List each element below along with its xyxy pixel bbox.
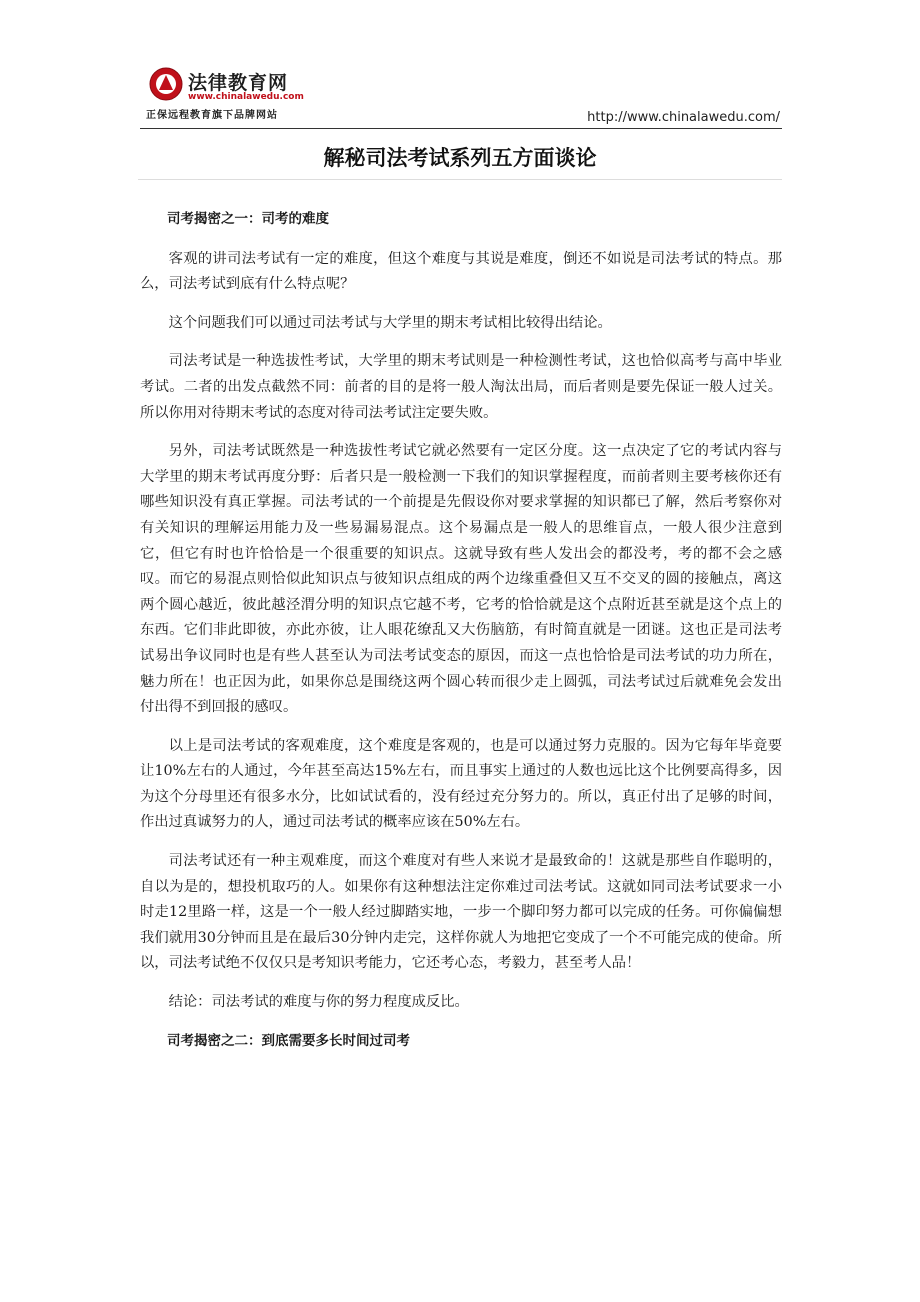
logo-name: 法律教育网 [188,72,289,94]
title-divider [138,179,782,180]
paragraph: 以上是司法考试的客观难度，这个难度是客观的，也是可以通过努力克服的。因为它每年毕竟要让10%左右的人通过，今年甚至高达15%左右，而且事实上通过的人数也远比这个比例要高得多，因为这个分母里还有很多水分，比如试试看的，没有经过充分努力的。所以，真正付出了足够的时间，作出过真诚努力的人，通过司法考试的概率应该在50%左右。 [140,737,782,831]
section-heading-2: 司考揭密之二：到底需要多长时间过司考 [167,1032,410,1049]
site-logo[interactable] [140,62,315,122]
paragraph: 客观的讲司法考试有一定的难度，但这个难度与其说是难度，倒还不如说是司法考试的特点。那么，司法考试到底有什么特点呢？ [140,250,782,293]
document-body [140,207,782,1068]
paragraph: 司法考试还有一种主观难度，而这个难度对有些人来说才是最致命的！这就是那些自作聪明的，自以为是的，想投机取巧的人。如果你有这种想法注定你难过司法考试。这就如同司法考试要求一小时走12里路一样，这是一个一般人经过脚踏实地，一步一个脚印努力都可以完成的任务。可你偏偏想我们就用30分钟而且是在最后30分钟内走完，这样你就人为地把它变成了一个不可能完成的使命。所以，司法考试绝不仅仅只是考知识考能力，它还考心态，考毅力，甚至考人品！ [140,853,782,972]
paragraph: 司法考试是一种选拔性考试，大学里的期末考试则是一种检测性考试，这也恰似高考与高中毕业考试。二者的出发点截然不同：前者的目的是将一般人淘汰出局，而后者则是要先保证一般人过关。所以你用对待期末考试的态度对待司法考试注定要失败。 [140,353,782,421]
header-divider [140,128,782,129]
logo-domain: www.chinalawedu.com [188,92,304,102]
paragraph: 这个问题我们可以通过司法考试与大学里的期末考试相比较得出结论。 [168,314,612,331]
header-url-link[interactable]: http://www.chinalawedu.com/ [587,110,780,125]
logo-tagline: 正保远程教育旗下品牌网站 [146,110,278,121]
logo-emblem-icon [148,66,184,102]
paragraph: 另外，司法考试既然是一种选拔性考试它就必然要有一定区分度。这一点决定了它的考试内容与大学里的期末考试再度分野：后者只是一般检测一下我们的知识掌握程度，而前者则主要考核你还有哪些知识没有真正掌握。司法考试的一个前提是先假设你对要求掌握的知识都已了解，然后考察你对有关知识的理解运用能力及一些易漏易混点。这个易漏点是一般人的思维盲点，一般人很少注意到它，但它有时也许恰恰是一个很重要的知识点。这就导致有些人发出会的都没考，考的都不会之感叹。而它的易混点则恰似此知识点与彼知识点组成的两个边缘重叠但又互不交叉的圆的接触点，离这两个圆心越近，彼此越泾渭分明的知识点它越不考，它考的恰恰就是这个点附近甚至就是这个点上的东西。它们非此即彼，亦此亦彼，让人眼花缭乱又大伤脑筋，有时简直就是一团谜。这也正是司法考试易出争议同时也是有些人甚至认为司法考试变态的原因，而这一点也恰恰是司法考试的功力所在，魅力所在！也正因为此，如果你总是围绕这两个圆心转而很少走上圆弧，司法考试过后就难免会发出付出得不到回报的感叹。 [140,443,782,716]
document-title: 解秘司法考试系列五方面谈论 [323,146,597,170]
conclusion-paragraph: 结论：司法考试的难度与你的努力程度成反比。 [168,994,469,1011]
section-heading-1: 司考揭密之一：司考的难度 [167,211,329,227]
